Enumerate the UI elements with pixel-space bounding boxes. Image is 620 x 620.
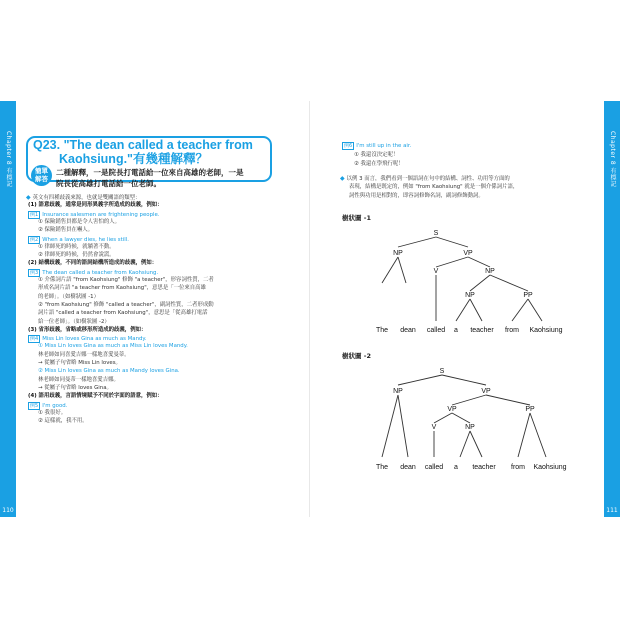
example-item: ① 律師死的時候，就躺著不動。 [38,243,115,250]
example-item: ① 我很好。 [38,409,67,416]
question-title-line1: "The dean called a teacher from [63,138,253,152]
example-item: ② Miss Lin loves Gina as much as Mandy loves Gina. [38,368,180,375]
paragraph-line-3: 詞性與功用是相對的，即容詞修飾名詞，副詞修飾動詞。 [349,193,484,199]
example-label: 例1 [30,211,39,218]
example-item: ② "from Kaohsiung" 修飾 "called a teacher"，副詞性質，二者形成動 [38,301,214,308]
tree1-node-V: V [433,268,439,275]
diamond-bullet-icon: ◆ [340,175,345,182]
section-heading: (2) 結構歧義，不同的語詞結構所造成的歧義，例如： [28,260,158,267]
example-item: 林老師如同曼蒂一樣地喜愛吉娜。 [38,376,119,383]
book-spread [0,101,620,517]
tree1-node-NP2: NP [485,268,495,275]
tree1-word-called: called [426,327,446,334]
example-label: 例4 [30,336,39,343]
example-label: 例2 [30,236,39,243]
tree-1-title: 樹狀圖 -1 [342,214,371,222]
tree2-node-VP: VP [481,388,491,395]
example-sentence: When a lawyer dies, he lies still. [42,236,129,243]
syntax-tree-2 [310,359,610,479]
tree1-node-PP: PP [523,292,533,299]
example-label: 例6 [344,143,353,149]
tree-2-title: 樹狀圖 -2 [342,352,371,360]
tree2-word-dean: dean [400,464,416,471]
left-sidebar [0,101,16,517]
example-6-item-1: ① 我還沒決定呢！ [354,152,399,158]
paragraph-line-2: 表現，結構是既定的，例如 "from Kaohsiung" 就是一個介係詞片語， [349,184,519,190]
page-number: 110 [2,507,14,514]
example-6-item-2: ② 我還在學飛行呢！ [354,161,404,167]
section-heading: (1) 語意歧義，通常是同形異義字所造成的歧義，例如： [28,202,163,209]
example-item: ② 這樣就，我不用。 [38,418,88,425]
tree2-node-VP2: VP [447,406,457,413]
question-number: Q23. [33,138,61,152]
answer-badge [31,165,52,186]
tree1-word-the: The [375,327,389,334]
example-line [28,335,147,343]
example-label: 例3 [30,269,39,276]
tree1-node-NP3: NP [465,292,475,299]
section-heading: (3) 省形歧義，省略或移形所造成的歧義，例如： [28,326,147,333]
example-sentence: The dean called a teacher from Kaohsiung. [42,269,159,276]
short-answer-line1: 二種解釋，一是院長打電話給一位來自高雄的老師，一是 [56,168,244,177]
example-item: 給一位老師」。（如樹狀圖 -2） [38,318,110,325]
chapter-tab: Chapter 8 有標記 [609,131,616,188]
question-title [33,138,268,166]
tree1-word-kaohsiung: Kaohsiung [529,327,563,334]
tree2-node-NP: NP [393,388,403,395]
syntax-tree-1 [310,221,610,341]
tree2-node-V: V [431,424,437,431]
tree2-node-PP: PP [525,406,535,413]
question-title-line2: Kaohsiung."有幾種解釋？ [59,152,208,166]
tree2-word-from: from [511,464,525,471]
tree2-word-kaohsiung: Kaohsiung [533,464,567,471]
example-item: 形成名詞片語 "a teacher from Kaohsiung"，意思是「一位來自高雄 [38,285,206,292]
tree2-node-S: S [439,368,445,375]
right-page [310,101,620,517]
example-item: → 從屬子句省略 Miss Lin loves。 [38,360,121,366]
example-item: ② 律師死的時候，仍然會說謊。 [38,252,115,259]
example-sentence: Miss Lin loves Gina as much as Mandy. [42,336,147,343]
example-item: ① 介係詞片語 "from Kaohsiung" 修飾 "a teacher"，形容詞性質，二者 [38,277,214,283]
chapter-tab: Chapter 8 有標記 [5,131,12,188]
tree1-node-S: S [433,230,439,237]
diamond-bullet-icon: ◆ [26,194,31,201]
tree1-word-dean: dean [400,327,416,334]
tree1-node-VP: VP [463,250,473,257]
tree1-node-NP: NP [393,250,403,257]
example-line [28,236,129,244]
short-answer [56,167,270,189]
tree1-word-teacher: teacher [470,327,494,334]
tree2-word-called: called [424,464,444,471]
tree1-word-from: from [505,327,519,334]
example-sentence: I'm still up in the air. [356,143,412,149]
example-line [28,402,67,410]
example-item: ① Miss Lin loves Gina as much as Miss Lin loves Mandy. [38,343,188,350]
tree2-word-a: a [454,464,458,471]
tree2-word-teacher: teacher [472,464,496,471]
tree1-word-a: a [454,327,458,334]
intro-line: ◆ 英文有四種歧義來源，也就是雙關語的類型： [26,194,141,201]
example-item: ② 保險銷售員在嚇人。 [38,227,94,234]
section-heading: (4) 語用歧義，言語情境賦予不同於字面的語意，例如： [28,393,163,400]
answer-badge-text: 簡單 解答 [35,167,48,183]
example-line [28,269,158,277]
example-item: 詞片語 "called a teacher from Kaohsiung"，意思是「從高雄打電話 [38,310,208,317]
example-item: → 從屬子句省略 loves Gina。 [38,384,112,391]
example-item: ① 保險銷售員都是令人害怕的人。 [38,218,121,225]
example-label: 例5 [30,402,39,409]
example-6 [342,142,411,150]
example-sentence: Insurance salesmen are frightening people. [42,211,160,218]
example-item: 林老師如同喜愛吉娜一樣地喜愛曼蒂。 [38,351,130,358]
example-sentence: I'm good. [42,402,68,409]
short-answer-line2: 院長從高雄打電話給一位老師。 [56,179,161,188]
paragraph-line-1: ◆ 以例 3 而言，我們看到一個語詞在句中的結構、詞性、功用等方面的 [340,175,510,182]
left-page [0,101,310,517]
tree2-word-the: The [375,464,389,471]
page-number: 111 [606,507,618,514]
example-item: 的老師」。（如樹狀圖 -1） [38,293,99,300]
example-line [28,211,160,219]
tree2-node-NP2: NP [465,424,475,431]
